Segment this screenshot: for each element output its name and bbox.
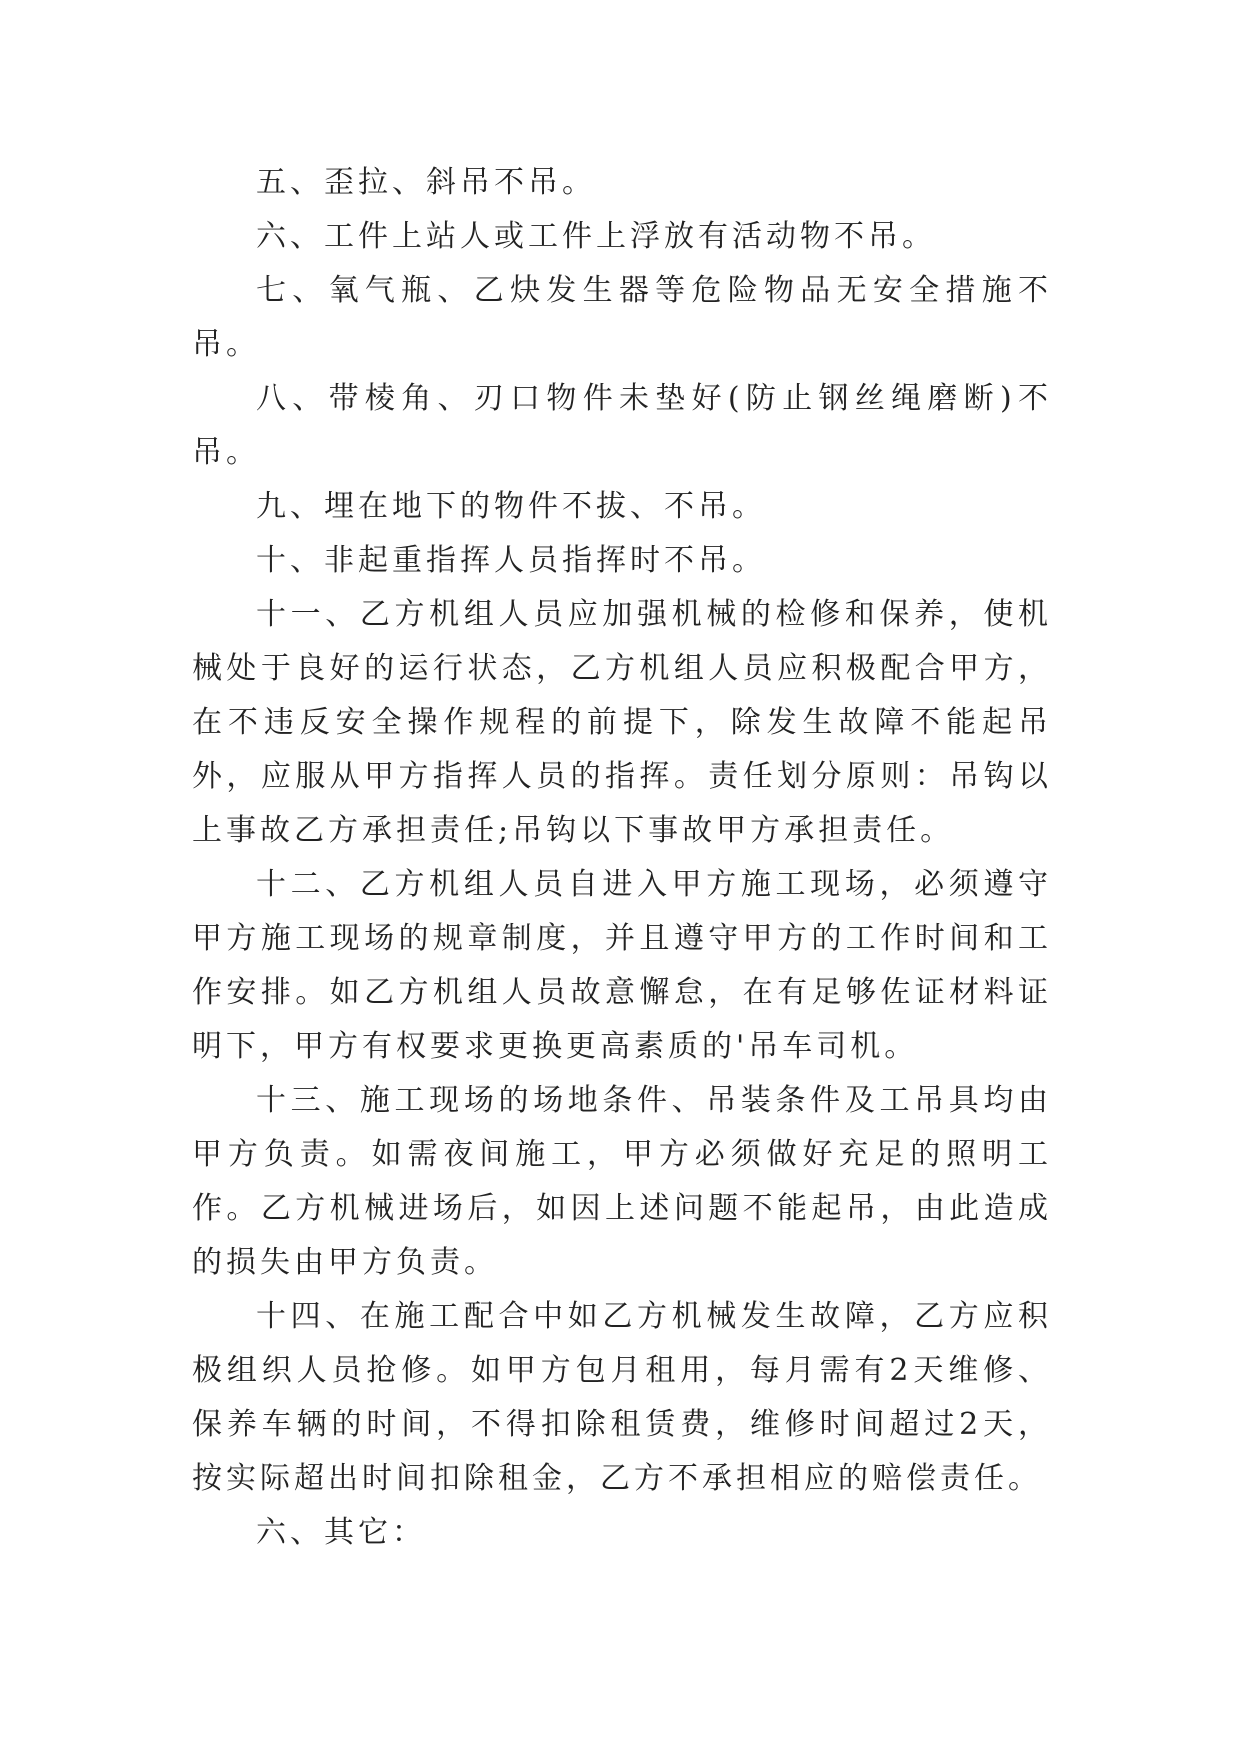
clause-12: 十二、乙方机组人员自进入甲方施工现场，必须遵守甲方施工现场的规章制度，并且遵守甲方的工作时间和工作安排。如乙方机组人员故意懈怠，在有足够佐证材料证明下，甲方有权要求更换更高素质的'吊车司机。 xyxy=(192,867,1052,1064)
clause-11: 十一、乙方机组人员应加强机械的检修和保养，使机械处于良好的运行状态，乙方机组人员应积极配合甲方，在不违反安全操作规程的前提下，除发生故障不能起吊外，应服从甲方指挥人员的指挥。责任划分原则：吊钩以上事故乙方承担责任;吊钩以下事故甲方承担责任。 xyxy=(192,597,1052,848)
clause-10: 十、非起重指挥人员指挥时不吊。 xyxy=(256,543,766,578)
clause-14: 十四、在施工配合中如乙方机械发生故障，乙方应积极组织人员抢修。如甲方包月租用，每月需有2天维修、保养车辆的时间，不得扣除租赁费，维修时间超过2天，按实际超出时间扣除租金，乙方不承担相应的赔偿责任。 xyxy=(192,1299,1052,1496)
document-body xyxy=(192,156,1052,1560)
clause-8: 八、带棱角、刃口物件未垫好(防止钢丝绳磨断)不吊。 xyxy=(192,381,1052,470)
clause-9: 九、埋在地下的物件不拔、不吊。 xyxy=(256,489,766,524)
clause-7: 七、氧气瓶、乙炔发生器等危险物品无安全措施不吊。 xyxy=(192,273,1052,362)
section-other-heading: 六、其它： xyxy=(256,1515,426,1550)
clause-13: 十三、施工现场的场地条件、吊装条件及工吊具均由甲方负责。如需夜间施工，甲方必须做好充足的照明工作。乙方机械进场后，如因上述问题不能起吊，由此造成的损失由甲方负责。 xyxy=(192,1083,1052,1280)
clause-5: 五、歪拉、斜吊不吊。 xyxy=(256,165,596,200)
clause-6: 六、工件上站人或工件上浮放有活动物不吊。 xyxy=(256,219,936,254)
